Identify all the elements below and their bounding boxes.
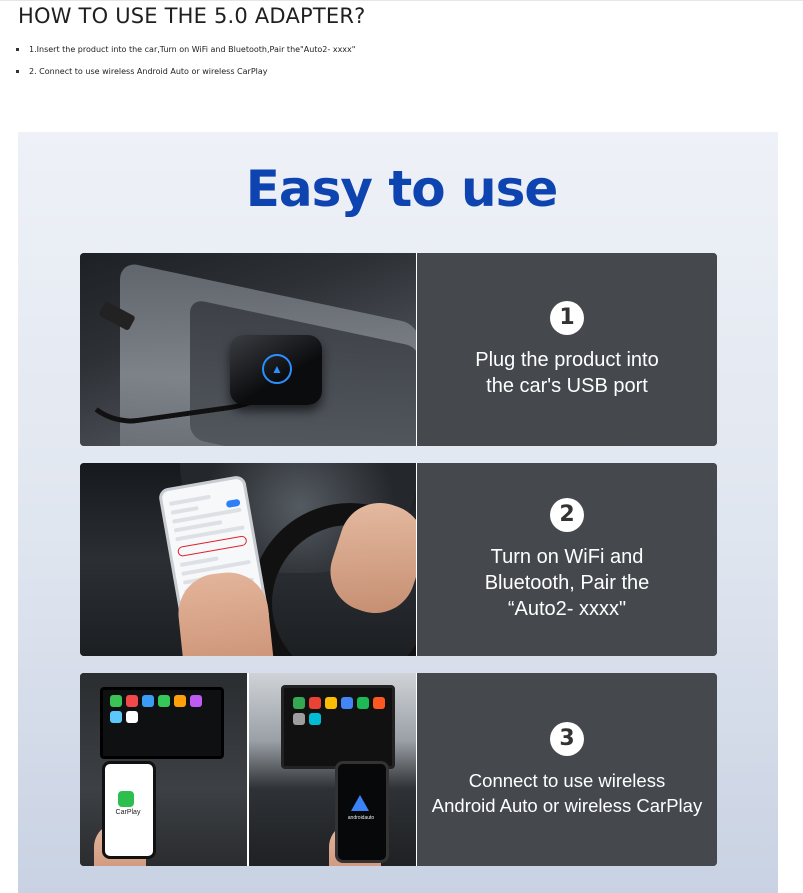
step-card-1 bbox=[80, 253, 717, 446]
android-phone-device bbox=[335, 761, 389, 863]
android-auto-photo bbox=[249, 673, 416, 866]
android-auto-label: androidauto bbox=[347, 815, 375, 821]
step-number-badge: 1 bbox=[550, 301, 584, 335]
carplay-label: CarPlay bbox=[115, 809, 141, 816]
step-description: Connect to use wireless Android Auto or wireless CarPlay bbox=[431, 769, 703, 816]
adapter-logo-icon: ▲ bbox=[262, 354, 292, 384]
instruction-step-1: 1.Insert the product into the car,Turn on WiFi and Bluetooth,Pair the"Auto2- xxxx" bbox=[16, 44, 355, 66]
step-number-badge: 3 bbox=[550, 722, 584, 756]
step-number-badge: 2 bbox=[550, 498, 584, 532]
step-info-3 bbox=[417, 673, 717, 866]
step-card-3 bbox=[80, 673, 717, 866]
step-info-1 bbox=[417, 253, 717, 446]
top-divider bbox=[0, 0, 803, 1]
page-title: HOW TO USE THE 5.0 ADAPTER? bbox=[18, 4, 366, 28]
wireless-connection-photo bbox=[80, 673, 417, 866]
usb-adapter-photo bbox=[80, 253, 417, 446]
android-auto-icon bbox=[351, 795, 369, 811]
carplay-photo bbox=[80, 673, 249, 866]
banner-title: Easy to use bbox=[245, 160, 558, 218]
instruction-list bbox=[16, 44, 355, 88]
step-info-2 bbox=[417, 463, 717, 656]
instruction-step-2: 2. Connect to use wireless Android Auto or wireless CarPlay bbox=[16, 66, 355, 88]
step-card-2 bbox=[80, 463, 717, 656]
carplay-icon bbox=[118, 791, 134, 807]
step-description: Plug the product into the car's USB port bbox=[475, 348, 659, 397]
phone-bluetooth-photo bbox=[80, 463, 417, 656]
step-description: Turn on WiFi and Bluetooth, Pair the “Auto2- xxxx" bbox=[484, 545, 650, 620]
